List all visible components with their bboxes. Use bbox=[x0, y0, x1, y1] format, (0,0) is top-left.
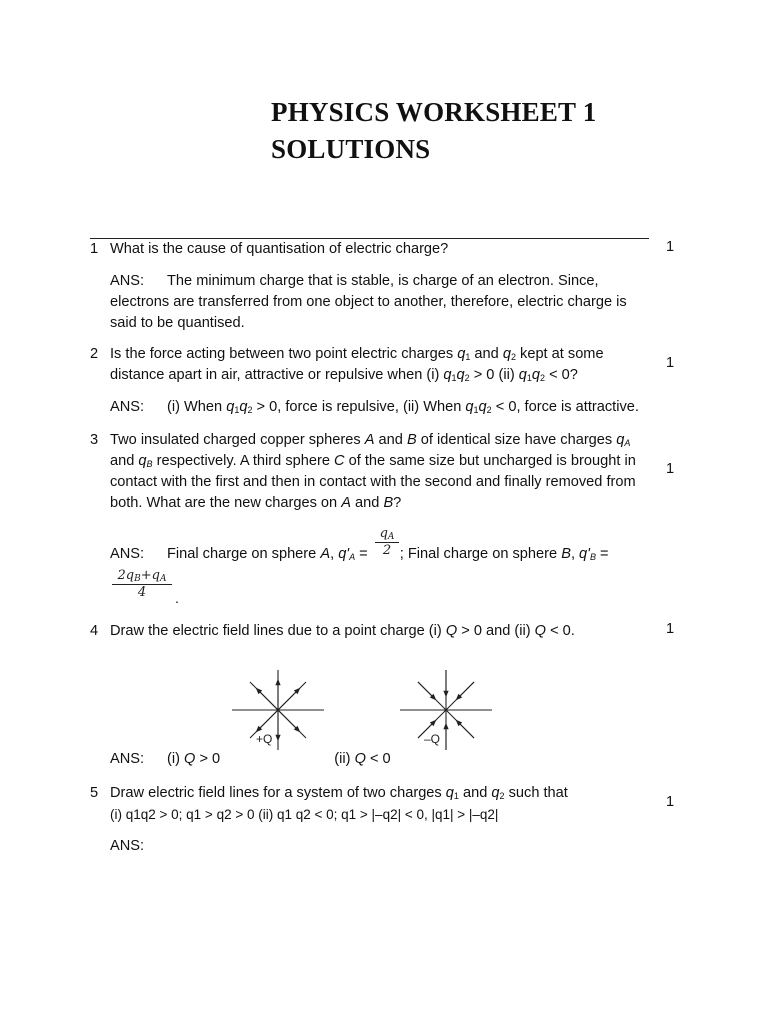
question-5-conditions: (i) q1q2 > 0; q1 > q2 > 0 (ii) q1 q2 < 0; q1 > |–q2| < 0, |q1| > |–q2| bbox=[110, 807, 499, 822]
field-lines-figure bbox=[228, 668, 508, 754]
figure-label-negative: –Q bbox=[424, 732, 441, 746]
question-text: Two insulated charged copper spheres A and B of identical size have charges $q_A$ and $q_B$ respectively. A third sphere C of the same size but uncharged is brought in contact with the first and then in contact with the second and finally removed from both. What are the new charges on A and B? bbox=[110, 432, 636, 511]
positive-charge-field bbox=[232, 670, 324, 750]
answer-4: ANS: (i) Q > 0 (ii) Q < 0 bbox=[110, 749, 655, 770]
fraction-qb-qa-over-4: $2q_B+q_A$ 4 bbox=[112, 568, 172, 601]
title-line-2: SOLUTIONS bbox=[271, 134, 431, 164]
question-number: 1 bbox=[90, 241, 99, 257]
answer-label: ANS: bbox=[110, 273, 145, 289]
answer-text: The minimum charge that is stable, is charge of an electron. Since, electrons are transferred from one object to another, therefore, electric charge is said to be quantised. bbox=[110, 273, 627, 331]
answer-1 bbox=[110, 271, 655, 334]
title-line-1: PHYSICS WORKSHEET 1 bbox=[271, 97, 597, 127]
marks: 1 bbox=[666, 355, 675, 371]
worksheet-title bbox=[271, 94, 596, 168]
fraction-qa-over-2: $q_A$ 2 bbox=[375, 526, 399, 559]
marks: 1 bbox=[666, 621, 675, 637]
marks: 1 bbox=[666, 461, 675, 477]
answer-label: ANS: bbox=[110, 546, 145, 562]
answer-5 bbox=[110, 836, 655, 857]
answer-3: ANS: Final charge on sphere A, $q'_A$ = ; Final charge on sphere B, $q'_B$ = bbox=[110, 544, 655, 565]
answer-label: ANS: bbox=[110, 399, 145, 415]
question-number: 2 bbox=[90, 346, 99, 362]
question-text: Draw electric field lines for a system of two charges $q_1$ and $q_2$ such that (i) q1q2 > 0; q1 > q2 > 0 (ii) q1 q2 < 0; q1 > |–q2| < 0, |q1| > |–q2| bbox=[110, 785, 568, 822]
question-text: Draw the electric field lines due to a point charge (i) Q > 0 and (ii) Q < 0. bbox=[110, 623, 575, 639]
marks: 1 bbox=[666, 794, 675, 810]
negative-charge-field bbox=[400, 670, 492, 750]
question-number: 3 bbox=[90, 432, 99, 448]
trailing-period: . bbox=[175, 590, 179, 606]
question-text: Is the force acting between two point electric charges $q_1$ and $q_2$ kept at some distance apart in air, attractive or repulsive when (i) $q_1q_2 > 0$ (ii) $q_1q_2 < 0$? bbox=[110, 346, 604, 383]
answer-label: ANS: bbox=[110, 838, 145, 854]
answer-2: ANS: (i) When $q_1q_2 > 0$, force is repulsive, (ii) When $q_1q_2 < 0$, force is attractive. bbox=[110, 397, 655, 418]
question-number: 5 bbox=[90, 785, 99, 801]
question-number: 4 bbox=[90, 623, 99, 639]
answer-label: ANS: bbox=[110, 751, 145, 767]
figure-label-positive: +Q bbox=[256, 732, 273, 746]
question-text: What is the cause of quantisation of electric charge? bbox=[110, 241, 449, 257]
marks: 1 bbox=[666, 239, 675, 255]
